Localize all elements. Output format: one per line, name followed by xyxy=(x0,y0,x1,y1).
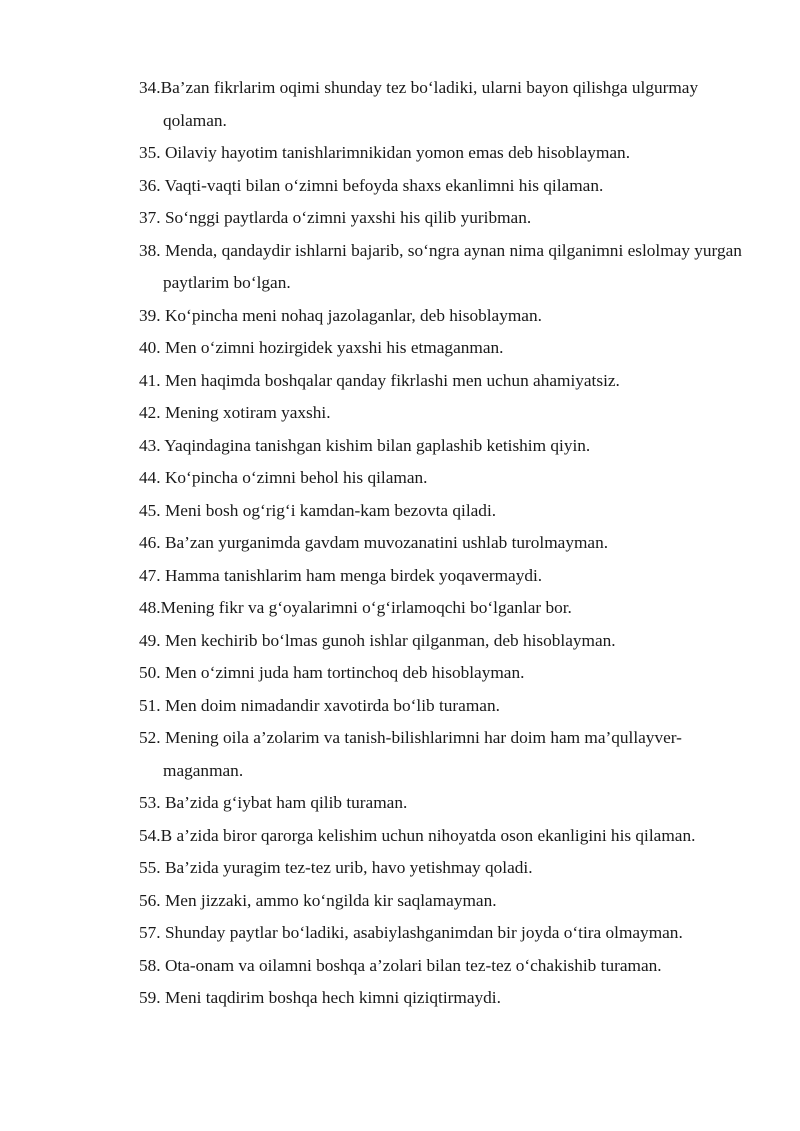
list-item xyxy=(139,787,743,820)
item-text: Ba’zan fikrlarim oqimi shunday tez bo‘ladiki, ularni bayon qilishga ulgurmay qolaman. xyxy=(160,78,699,130)
item-number: 57. xyxy=(139,923,161,942)
item-number: 43. xyxy=(139,435,161,455)
list-item xyxy=(139,137,743,170)
list-item xyxy=(139,657,743,690)
item-text: Ko‘pincha o‘zimni behol his qilaman. xyxy=(164,468,428,487)
item-text: Mening fikr va g‘oyalarimni o‘g‘irlamoqchi bo‘lganlar bor. xyxy=(160,598,572,617)
item-text: Men kechirib bo‘lmas gunoh ishlar qilganman, deb hisoblayman. xyxy=(164,630,616,650)
item-text: Hamma tanishlarim ham menga birdek yoqavermaydi. xyxy=(164,565,543,585)
item-text: Menda, qandaydir ishlarni bajarib, so‘ngra aynan nima qilganimni eslolmay yurgan paytlarim bo‘lgan. xyxy=(163,240,742,292)
item-number: 47. xyxy=(139,565,161,585)
item-text: So‘nggi paytlarda o‘zimni yaxshi his qilib yuribman. xyxy=(164,208,532,227)
item-text: Ba’zida g‘iybat ham qilib turaman. xyxy=(164,793,408,812)
item-text: Men doim nimadandir xavotirda bo‘lib turaman. xyxy=(164,695,500,715)
item-number: 54. xyxy=(139,825,161,845)
item-number: 34. xyxy=(139,78,161,97)
item-text: Ko‘pincha meni nohaq jazolaganlar, deb hisoblayman. xyxy=(164,305,542,325)
list-item xyxy=(139,982,743,1015)
item-text: Men jizzaki, ammo ko‘ngilda kir saqlamayman. xyxy=(164,890,497,910)
list-item xyxy=(139,820,743,853)
item-text: Mening xotiram yaxshi. xyxy=(164,403,331,422)
item-number: 41. xyxy=(139,370,161,390)
list-item xyxy=(139,462,743,495)
list-item xyxy=(139,917,743,950)
item-text: Ba’zan yurganimda gavdam muvozanatini ushlab turolmayman. xyxy=(164,533,609,552)
item-number: 48. xyxy=(139,598,161,617)
list-item xyxy=(139,950,743,983)
list-item xyxy=(139,592,743,625)
list-item xyxy=(139,235,743,300)
list-item xyxy=(139,72,743,137)
item-number: 49. xyxy=(139,630,161,650)
item-number: 50. xyxy=(139,663,161,682)
item-text: Mening oila a’zolarim va tanish-bilishlarimni har doim ham ma’qullayver-maganman. xyxy=(163,728,682,780)
item-number: 38. xyxy=(139,240,161,260)
item-number: 51. xyxy=(139,695,161,715)
list-item xyxy=(139,170,743,203)
list-item xyxy=(139,202,743,235)
list-item xyxy=(139,430,743,463)
item-number: 56. xyxy=(139,890,161,910)
item-number: 45. xyxy=(139,500,161,520)
list-item xyxy=(139,722,743,787)
item-number: 52. xyxy=(139,728,161,747)
item-number: 44. xyxy=(139,468,161,487)
list-item xyxy=(139,690,743,723)
item-text: Men o‘zimni juda ham tortinchoq deb hisoblayman. xyxy=(164,663,525,682)
item-text: Men haqimda boshqalar qanday fikrlashi men uchun ahamiyatsiz. xyxy=(164,370,620,390)
list-item xyxy=(139,397,743,430)
list-item xyxy=(139,560,743,593)
item-text: Ota-onam va oilamni boshqa a’zolari bilan tez-tez o‘chakishib turaman. xyxy=(164,955,662,975)
item-text: Shunday paytlar bo‘ladiki, asabiylashganimdan bir joyda o‘tira olmayman. xyxy=(164,923,683,942)
item-text: Ba’zida yuragim tez-tez urib, havo yetishmay qoladi. xyxy=(164,858,533,877)
item-number: 46. xyxy=(139,533,161,552)
item-number: 40. xyxy=(139,338,161,357)
item-number: 53. xyxy=(139,793,161,812)
list-item xyxy=(139,885,743,918)
item-text: B a’zida biror qarorga kelishim uchun nihoyatda oson ekanligini his qilaman. xyxy=(160,825,696,845)
item-text: Meni taqdirim boshqa hech kimni qiziqtirmaydi. xyxy=(164,988,501,1007)
questionnaire-list xyxy=(139,72,743,1015)
item-number: 36. xyxy=(139,175,161,195)
item-number: 37. xyxy=(139,208,161,227)
item-text: Meni bosh og‘rig‘i kamdan-kam bezovta qiladi. xyxy=(164,500,497,520)
item-number: 59. xyxy=(139,988,161,1007)
item-number: 42. xyxy=(139,403,161,422)
list-item xyxy=(139,852,743,885)
item-text: Vaqti-vaqti bilan o‘zimni befoyda shaxs ekanlimni his qilaman. xyxy=(164,175,604,195)
list-item xyxy=(139,495,743,528)
list-item xyxy=(139,625,743,658)
item-number: 55. xyxy=(139,858,161,877)
item-number: 58. xyxy=(139,955,161,975)
list-item xyxy=(139,365,743,398)
list-item xyxy=(139,332,743,365)
item-text: Men o‘zimni hozirgidek yaxshi his etmaganman. xyxy=(164,338,504,357)
item-number: 39. xyxy=(139,305,161,325)
item-text: Yaqindagina tanishgan kishim bilan gaplashib ketishim qiyin. xyxy=(164,435,591,455)
list-item xyxy=(139,527,743,560)
item-text: Oilaviy hayotim tanishlarimnikidan yomon emas deb hisoblayman. xyxy=(164,143,631,162)
list-item xyxy=(139,300,743,333)
item-number: 35. xyxy=(139,143,161,162)
